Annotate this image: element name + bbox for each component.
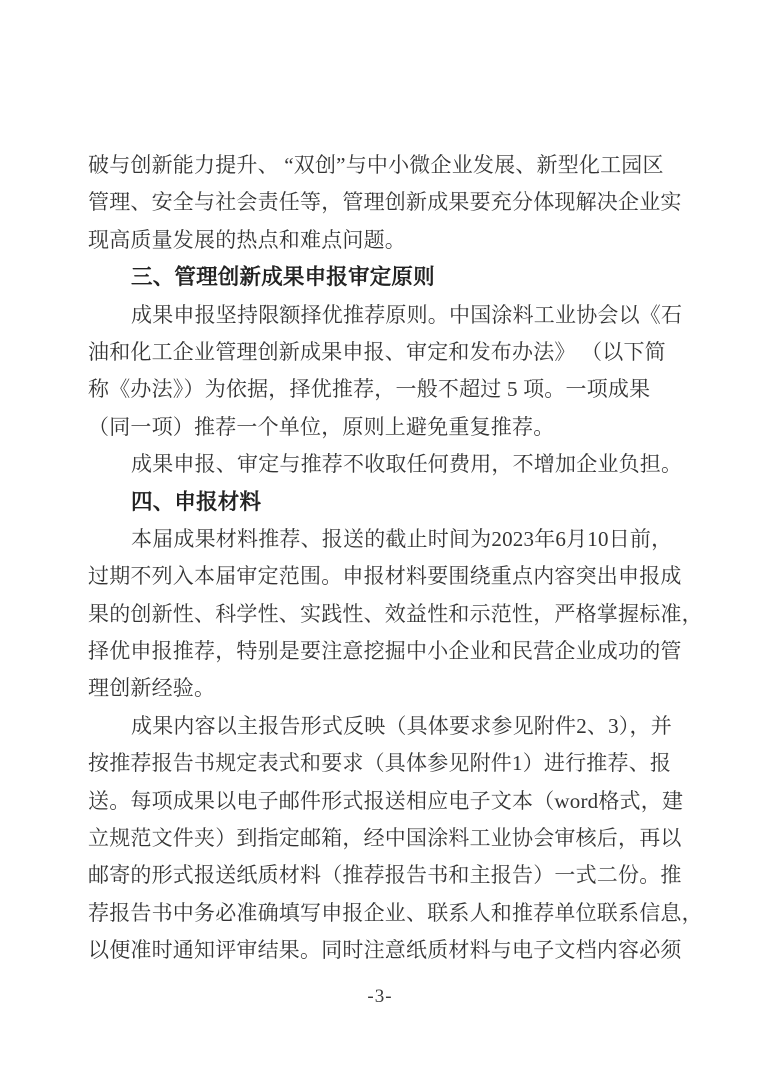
text-line: 理创新经验。 bbox=[88, 676, 216, 701]
text-line: 邮寄的形式报送纸质材料（推荐报告书和主报告）一式二份。推 bbox=[88, 863, 682, 888]
text-line: 称《办法》）为依据，择优推荐，一般不超过 5 项。一项成果 bbox=[88, 377, 651, 402]
text-line: 管理、安全与社会责任等，管理创新成果要充分体现解决企业实 bbox=[88, 190, 682, 215]
document-body bbox=[88, 147, 703, 970]
text-line: 荐报告书中务必准确填写申报企业、联系人和推荐单位联系信息， bbox=[88, 900, 703, 925]
text-line: （同一项）推荐一个单位，原则上避免重复推荐。 bbox=[88, 414, 555, 439]
text-line: 过期不列入本届审定范围。申报材料要围绕重点内容突出申报成 bbox=[88, 564, 682, 589]
text-line: 油和化工企业管理创新成果申报、审定和发布办法》 （以下简 bbox=[88, 339, 666, 364]
text-line: 择优申报推荐，特别是要注意挖掘中小企业和民营企业成功的管 bbox=[88, 639, 682, 664]
page-number: -3- bbox=[367, 986, 393, 1007]
text-line: 破与创新能力提升、 “双创”与中小微企业发展、新型化工园区 bbox=[88, 153, 664, 177]
text-line: 按推荐报告书规定表式和要求（具体参见附件1）进行推荐、报 bbox=[88, 751, 672, 776]
section-heading-principles: 三、管理创新成果申报审定原则 bbox=[131, 265, 435, 290]
text-line: 现高质量发展的热点和难点问题。 bbox=[88, 227, 406, 252]
text-line: 以便准时通知评审结果。同时注意纸质材料与电子文档内容必须 bbox=[88, 938, 682, 963]
text-line: 立规范文件夹）到指定邮箱，经中国涂料工业协会审核后，再以 bbox=[88, 826, 682, 851]
text-line: 送。每项成果以电子邮件形式报送相应电子文本（word格式，建 bbox=[88, 788, 684, 813]
text-line: 成果申报、审定与推荐不收取任何费用，不增加企业负担。 bbox=[131, 452, 683, 477]
text-line: 果的创新性、科学性、实践性、效益性和示范性，严格掌握标准， bbox=[88, 601, 703, 626]
section-heading-materials: 四、申报材料 bbox=[131, 489, 262, 514]
text-line: 成果内容以主报告形式反映（具体要求参见附件2、3），并 bbox=[131, 713, 672, 738]
text-line: 成果申报坚持限额择优推荐原则。中国涂料工业协会以《石 bbox=[131, 302, 683, 327]
text-line: 本届成果材料推荐、报送的截止时间为2023年6月10日前， bbox=[131, 526, 673, 551]
